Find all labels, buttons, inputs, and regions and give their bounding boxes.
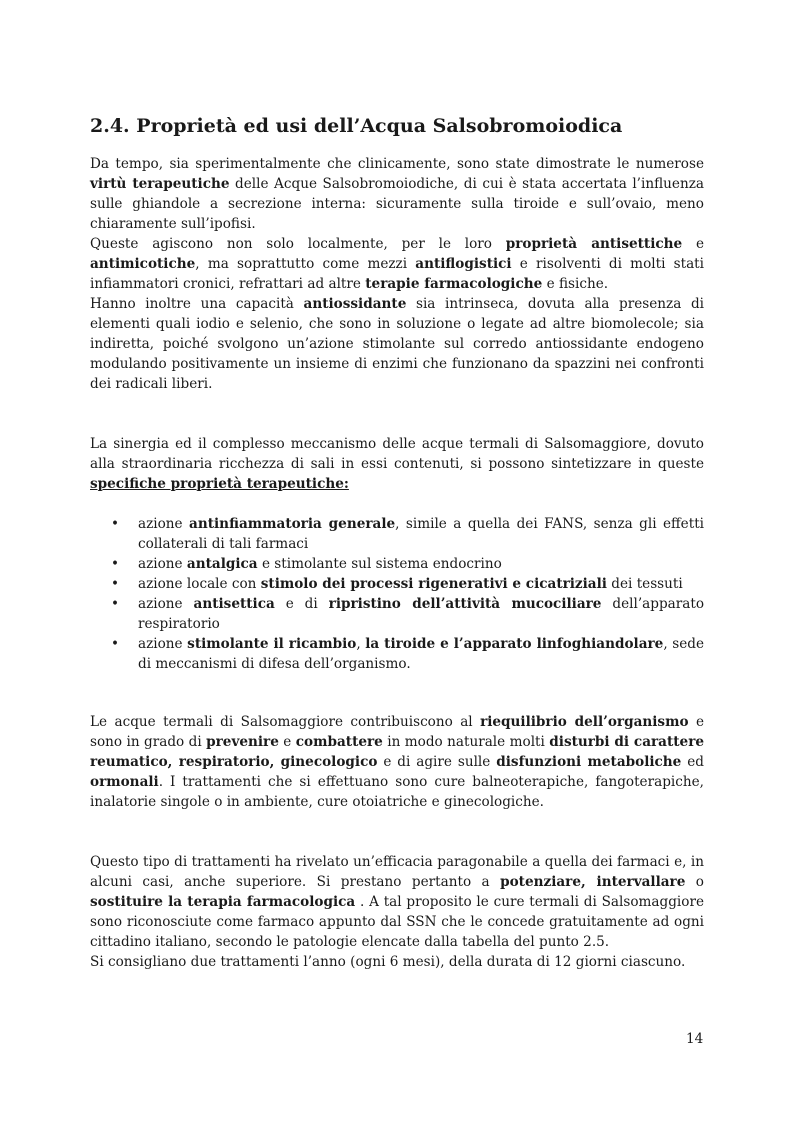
text-run: e stimolante sul sistema endocrino xyxy=(257,556,502,572)
text-run: . I trattamenti che si effettuano sono cure balneoterapiche, fangoterapiche, inalatorie singole o in ambiente, cure otoiatriche e ginecologiche. xyxy=(90,774,704,810)
text-run: , ma soprattutto come mezzi xyxy=(195,256,416,272)
page-number: 14 xyxy=(686,1031,704,1047)
text-run: e di agire sulle xyxy=(377,754,497,770)
text-run: , xyxy=(356,636,366,652)
section-heading: 2.4. Proprietà ed usi dell’Acqua Salsobromoiodica xyxy=(90,115,623,137)
text-run: in modo naturale molti xyxy=(382,734,550,750)
text-run: e fisiche. xyxy=(542,276,609,292)
bullet-icon: • xyxy=(111,576,120,592)
text-run: azione xyxy=(138,516,190,532)
bold-text: combattere xyxy=(295,734,383,750)
list-item-text xyxy=(138,556,502,572)
properties-list xyxy=(90,514,704,674)
effects-section xyxy=(90,712,704,812)
text-run: azione xyxy=(138,636,188,652)
text-run: e sono in grado di xyxy=(90,714,704,750)
bold-text: la tiroide e l’apparato linfoghiandolare xyxy=(365,636,664,652)
text-run: , sede di meccanismi di difesa dell’organismo. xyxy=(138,636,704,672)
bold-text: antisettica xyxy=(193,596,275,612)
bullet-icon: • xyxy=(111,516,120,532)
bold-text: antalgica xyxy=(186,556,258,572)
bold-text: potenziare, intervallare xyxy=(500,874,686,890)
bold-text: ormonali xyxy=(90,774,159,790)
paragraph-virtu xyxy=(90,154,704,234)
list-item xyxy=(90,634,704,674)
list-item-text xyxy=(138,516,704,552)
text-run: Questo tipo di trattamenti ha rivelato un’efficacia paragonabile a quella dei farmaci e, in alcuni casi, anche superiore. Si prestano pertanto a xyxy=(90,854,704,890)
text-run: Si consigliano due trattamenti l’anno (ogni 6 mesi), della durata di 12 giorni ciascuno. xyxy=(90,954,686,970)
bold-text: antimicotiche xyxy=(90,256,196,272)
list-item-text xyxy=(138,636,704,672)
text-run: , simile a quella dei FANS, senza gli effetti collaterali di tali farmaci xyxy=(138,516,705,552)
bullet-icon: • xyxy=(111,596,120,612)
treatments-section xyxy=(90,852,704,972)
text-run: azione xyxy=(138,596,194,612)
text-run: azione xyxy=(138,556,187,572)
synergy-section xyxy=(90,434,704,494)
paragraph-consiglio xyxy=(90,952,704,972)
bold-text: antinfiammatoria generale xyxy=(189,516,396,532)
paragraph-antisettiche xyxy=(90,234,704,294)
text-run: dell’apparato respiratorio xyxy=(138,596,705,632)
paragraph-efficacia xyxy=(90,852,704,952)
bold-text: ripristino dell’attività mucociliare xyxy=(328,596,602,612)
list-item xyxy=(90,574,704,594)
text-run: e risolventi di molti stati infiammatori cronici, refrattari ad altre xyxy=(90,256,704,292)
list-item xyxy=(90,514,704,554)
text-run: sia intrinseca, dovuta alla presenza di elementi quali iodio e selenio, che sono in soluzione o legate ad altre biomolecole; sia indiretta, poiché svolgono un’azione stimolante sul corredo antiossidante endogeno modulando positivamente un insieme di enzimi che funzionano da spazzini nei confronti dei radicali liberi. xyxy=(90,296,704,392)
list-item xyxy=(90,594,704,634)
bold-text: disfunzioni metaboliche xyxy=(496,754,682,770)
text-run: ed xyxy=(681,754,705,770)
text-run: Queste agiscono non solo localmente, per le loro xyxy=(90,236,506,252)
list-item-text xyxy=(138,576,683,592)
underlined-text: specifiche proprietà terapeutiche: xyxy=(90,476,349,492)
text-run: . A tal proposito le cure termali di Salsomaggiore sono riconosciute come farmaco appunto dal SSN che le concede gratuitamente ad ogni cittadino italiano, secondo le patologie elencate dalla tabella del punto 2.5. xyxy=(90,894,704,950)
list-item xyxy=(90,554,704,574)
paragraph-antiossidante xyxy=(90,294,704,394)
text-run: Da tempo, sia sperimentalmente che clinicamente, sono state dimostrate le numerose xyxy=(90,156,704,172)
text-run: e xyxy=(278,734,296,750)
bold-text: antiflogistici xyxy=(415,256,512,272)
intro-section xyxy=(90,154,704,394)
bold-text: disturbi di carattere reumatico, respiratorio, ginecologico xyxy=(90,734,704,770)
text-run: Hanno inoltre una capacità xyxy=(90,296,304,312)
text-run: La sinergia ed il complesso meccanismo delle acque termali di Salsomaggiore, dovuto alla straordinaria ricchezza di sali in essi contenuti, si possono sintetizzare in queste xyxy=(90,436,704,472)
bold-text: riequilibrio dell’organismo xyxy=(480,714,689,730)
text-run: e di xyxy=(274,596,329,612)
text-run: e xyxy=(682,236,704,252)
text-run: Le acque termali di Salsomaggiore contribuiscono al xyxy=(90,714,481,730)
text-run: azione locale con xyxy=(138,576,261,592)
bold-text: stimolante il ricambio xyxy=(187,636,357,652)
list-item-text xyxy=(138,596,704,632)
bold-text: virtù terapeutiche xyxy=(90,176,230,192)
bullet-icon: • xyxy=(111,636,120,652)
bullet-icon: • xyxy=(111,556,120,572)
paragraph-sinergia xyxy=(90,434,704,494)
text-run: dei tessuti xyxy=(606,576,683,592)
paragraph-riequilibrio xyxy=(90,712,704,812)
bold-text: prevenire xyxy=(206,734,279,750)
bold-text: terapie farmacologiche xyxy=(365,276,543,292)
bold-text: antiossidante xyxy=(303,296,407,312)
text-run: o xyxy=(685,874,704,890)
bold-text: sostituire la terapia farmacologica xyxy=(90,894,356,910)
bold-text: stimolo dei processi rigenerativi e cicatriziali xyxy=(260,576,607,592)
bold-text: proprietà antisettiche xyxy=(505,236,683,252)
properties-list-section xyxy=(90,514,704,674)
text-run: delle Acque Salsobromoiodiche, di cui è stata accertata l’influenza sulle ghiandole a secrezione interna: sicuramente sulla tiroide e sull’ovaio, meno chiaramente sull’ipofisi. xyxy=(90,176,704,232)
